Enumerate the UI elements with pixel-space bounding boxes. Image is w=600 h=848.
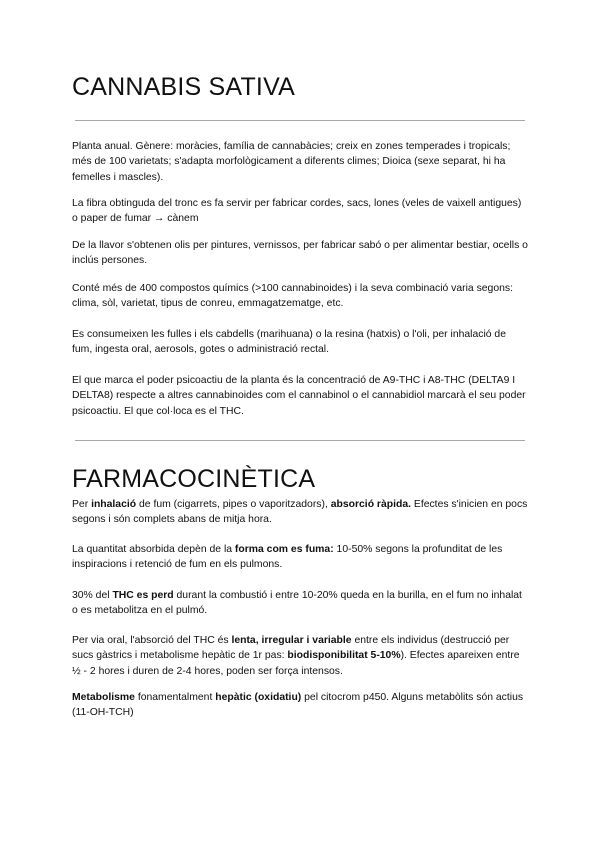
paragraph-absorbed-quantity [72,542,528,573]
text-run: 30% del [72,590,113,601]
text-run: entre els individus (destrucció per sucs gàstrics i metabolisme hepàtic de 1r pas: [72,635,510,662]
paragraph-oral-route [72,633,528,679]
section-title-cannabis-sativa: CANNABIS SATIVA [72,73,295,101]
text-run: La quantitat absorbida depèn de la [72,544,235,555]
text-run: Per [72,499,92,510]
text-run: Efectes s'inicien en pocs segons i són complets abans de mitja hora. [72,499,528,526]
bold-text: hepàtic (oxidatiu) [215,692,302,703]
paragraph-seed [72,238,528,269]
bold-text: biodisponibilitat 5-10% [287,650,401,662]
paragraph-metabolism [72,690,528,721]
text-run: pel citocrom p450. Alguns metabòlits són actius (11-OH-TCH) [72,692,524,719]
section-title-farmacocinetica: FARMACOCINÈTICA [72,465,316,493]
text-run: Per via oral, l'absorció del THC és [72,635,232,646]
bold-text: absorció ràpida. [330,499,411,510]
text-run: durant la combustió i entre 10-20% queda en la burilla, en el fum no inhalat o es metabolitza en el pulmó. [72,590,522,617]
text-run: 10-50% segons la profunditat de les inspiracions i retenció de fum en els pulmons. [72,544,503,571]
section-divider [75,120,525,121]
text-run: fonamentalment [134,692,216,703]
bold-text: forma com es fuma: [234,544,334,555]
paragraph-compounds [72,281,528,312]
text-run: El que marca el poder psicoactiu de la planta és la concentració de A9-THC i A8-THC (DELTA9 I DELTA8) respecte a altres cannabinoides com el cannabinol o el cannabidiol marcarà el seu poder psicoactiu. El que col·loca es el THC. [72,375,526,417]
paragraph-description [72,139,528,185]
paragraph-psychoactive [72,373,528,419]
bold-text: inhalació [91,499,137,510]
section-divider [75,440,525,441]
text-run: Es consumeixen les fulles i els cabdells (marihuana) o la resina (hatxis) o l'oli, per inhalació de fum, ingesta oral, aerosols, gotes o administració rectal. [72,329,506,356]
text-run: ). Efectes apareixen entre ½ - 2 hores i duren de 2-4 hores, poden ser força intensos. [72,650,520,677]
text-run: La fibra obtinguda del tronc es fa servir per fabricar cordes, sacs, lones (veles de vaixell antigues) o paper de fumar → cànem [72,198,522,225]
bold-text: lenta, irregular i variable [231,635,352,646]
text-run: Conté més de 400 compostos químics (>100 cannabinoides) i la seva combinació varia segons: clima, sòl, varietat, tipus de conreu, emmagatzematge, etc. [72,283,513,310]
text-run: Planta anual. Gènere: moràcies, família de cannabàcies; creix en zones temperades i tropicals; més de 100 varietats; s'adapta morfològicament a diferents climes; Dioica (sexe separat, hi ha femelles i mascles). [72,141,511,183]
paragraph-thc-loss [72,588,528,619]
paragraph-fiber [72,196,528,227]
bold-text: Metabolisme [72,692,135,703]
paragraph-consumption [72,327,528,358]
paragraph-inhalation [72,497,528,528]
text-run: De la llavor s'obtenen olis per pintures, vernissos, per fabricar sabó o per alimentar bestiar, ocells o inclús persones. [72,240,528,267]
bold-text: THC es perd [112,590,174,601]
text-run: de fum (cigarrets, pipes o vaporitzadors), [136,499,331,510]
